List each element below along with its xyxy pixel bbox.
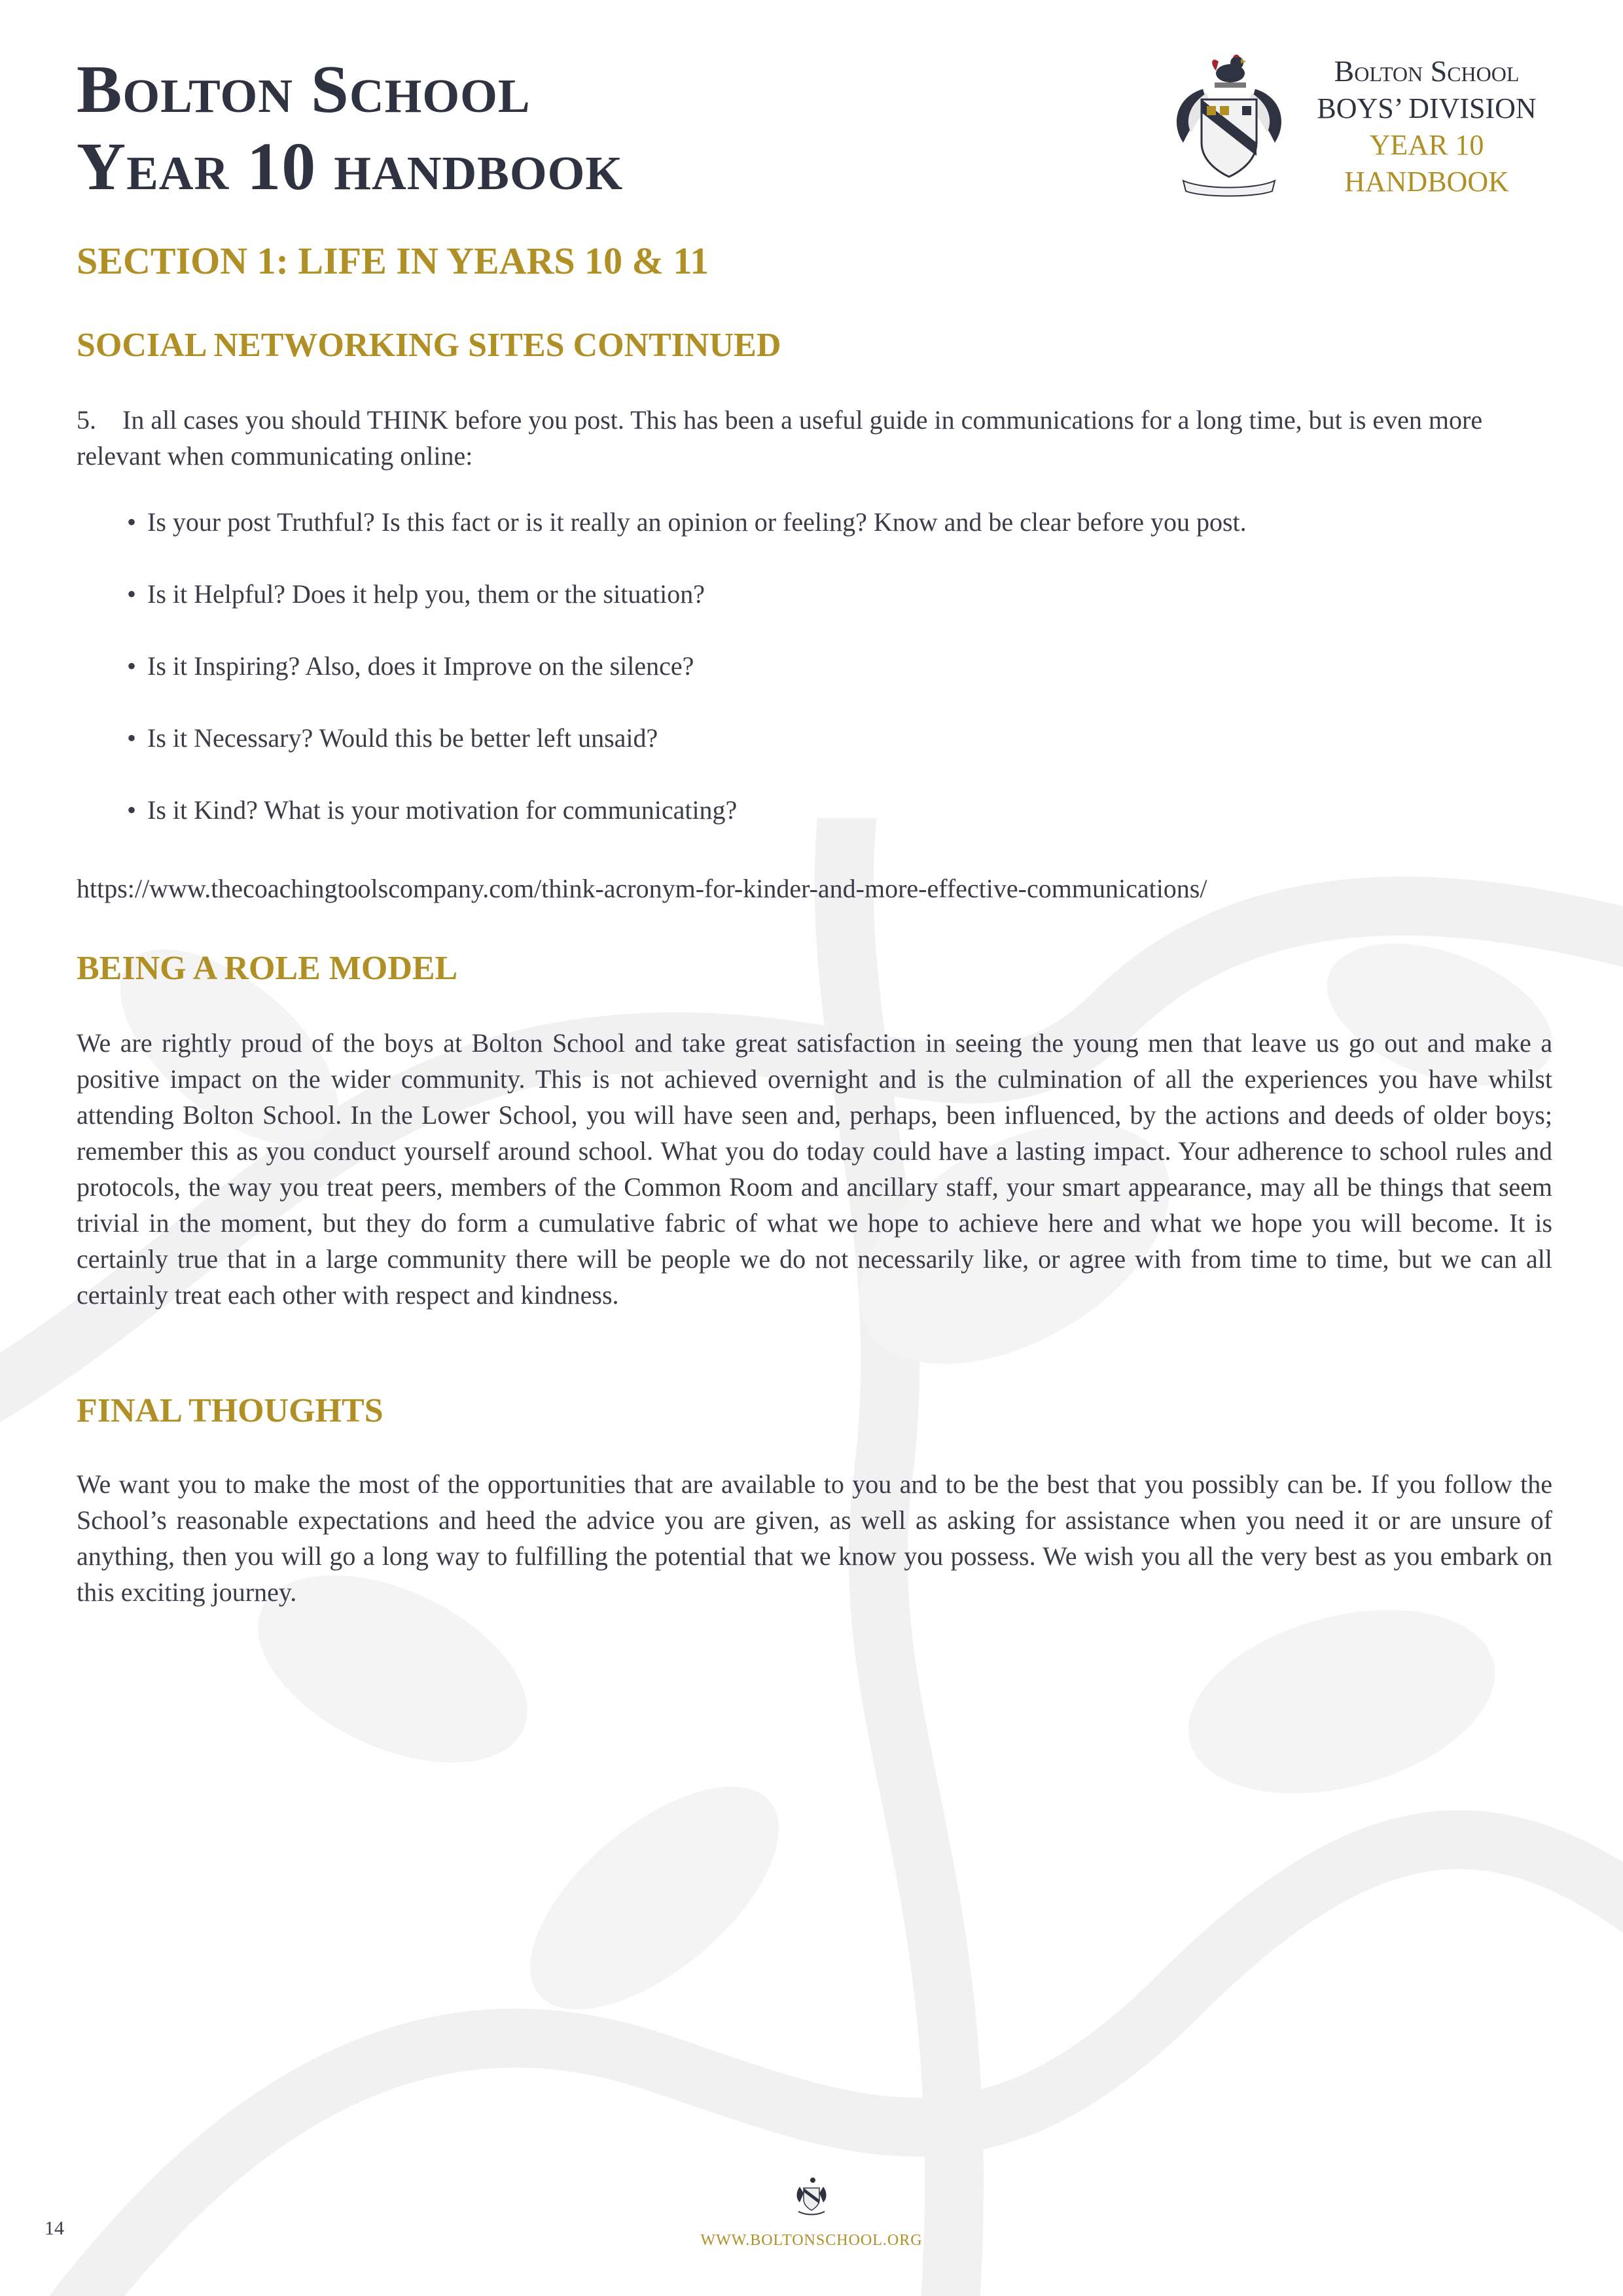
- bullet-icon: •: [127, 795, 137, 825]
- badge-handbook: HANDBOOK: [1344, 166, 1509, 198]
- role-model-heading: BEING A ROLE MODEL: [77, 950, 458, 987]
- list-item: [77, 720, 1516, 756]
- list-item: [77, 648, 1516, 684]
- badge-division: BOYS’ DIVISION: [1317, 92, 1537, 124]
- bullet-text: Is it Kind? What is your motivation for communicating?: [147, 795, 738, 825]
- page-number: 14: [45, 2217, 64, 2239]
- bullet-text: Is your post Truthful? Is this fact or is it really an opinion or feeling? Know and be clear before you post.: [147, 507, 1247, 537]
- think-acronym-link[interactable]: https://www.thecoachingtoolscompany.com/think-acronym-for-kinder-and-more-effective-communications/: [77, 874, 1207, 903]
- list-item: [77, 504, 1516, 540]
- page-title-line1: Bolton School: [77, 52, 531, 127]
- bullet-icon: •: [127, 651, 137, 681]
- page-title: [77, 51, 623, 206]
- bullet-icon: •: [127, 723, 137, 753]
- bullet-text: Is it Helpful? Does it help you, them or the situation?: [147, 579, 705, 609]
- think-intro-paragraph: 5. In all cases you should THINK before you post. This has been a useful guide in communications for a long time, but is even more relevant when communicating online:: [77, 405, 1483, 471]
- list-item: [77, 576, 1516, 612]
- list-item: [77, 792, 1516, 828]
- bullet-text: Is it Necessary? Would this be better left unsaid?: [147, 723, 658, 753]
- school-crest-icon: [1164, 51, 1294, 202]
- think-bullet-list: [77, 504, 1516, 864]
- social-networking-heading: SOCIAL NETWORKING SITES CONTINUED: [77, 327, 781, 364]
- role-model-paragraph: We are rightly proud of the boys at Bolton School and take great satisfaction in seeing the young men that leave us go out and make a positive impact on the wider community. This is not achieved overnight and is the culmination of all the experiences you have whilst attending Bolton School. In the Lower School, you will have seen and, perhaps, been influenced, by the actions and deeds of older boys; remember this as you conduct yourself around school. What you do today could have a lasting impact. Your adherence to school rules and protocols, the way you treat peers, members of the Common Room and ancillary staff, your smart appearance, may all be things that seem trivial in the moment, but they do form a cumulative fabric of what we hope to achieve here and what we hope you will become. It is certainly true that in a large community there will be people we do not necessarily like, or agree with from time to time, but we can all certainly treat each other with respect and kindness.: [77, 1028, 1552, 1310]
- final-thoughts-heading: FINAL THOUGHTS: [77, 1392, 383, 1429]
- bullet-icon: •: [127, 507, 137, 537]
- page-title-line2: Year 10 handbook: [77, 129, 624, 204]
- final-thoughts-paragraph: We want you to make the most of the opportunities that are available to you and to be the best that you possibly can be. If you follow the School’s reasonable expectations and heed the advice you are given, as well as asking for assistance when you need it or are unsure of anything, then you will go a long way to fulfilling the potential that we know you possess. We wish you all the very best as you embark on this exciting journey.: [77, 1469, 1552, 1607]
- footer-website-link[interactable]: WWW.BOLTONSCHOOL.ORG: [700, 2232, 923, 2249]
- badge-year: YEAR 10: [1369, 129, 1484, 161]
- bullet-icon: •: [127, 579, 137, 609]
- section-title: SECTION 1: LIFE IN YEARS 10 & 11: [77, 240, 709, 282]
- division-badge: [1289, 52, 1564, 200]
- bullet-text: Is it Inspiring? Also, does it Improve on the silence?: [147, 651, 694, 681]
- badge-school-name: Bolton School: [1334, 54, 1520, 88]
- footer-crest-icon: [794, 2176, 829, 2217]
